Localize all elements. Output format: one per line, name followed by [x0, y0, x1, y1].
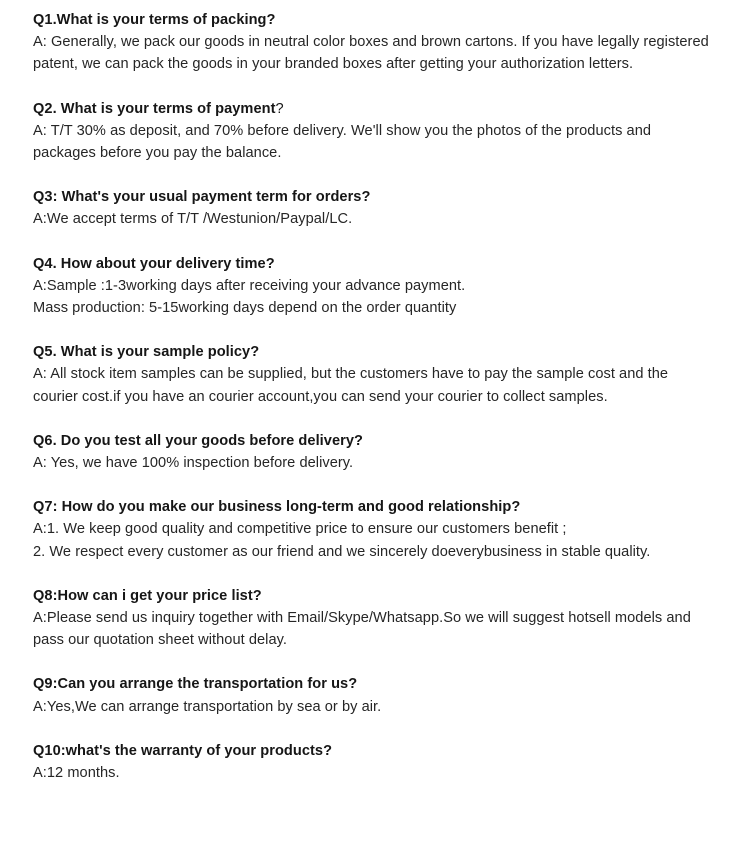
faq-question: Q3: What's your usual payment term for orders?: [33, 189, 371, 206]
faq-answer: A: Generally, we pack our goods in neutral color boxes and brown cartons. If you have legally registered patent, we can pack the goods in your branded boxes after getting your authorization letters.: [33, 34, 709, 73]
faq-answer: A:1. We keep good quality and competitive price to ensure our customers benefit ; 2. We respect every customer as our friend and we sincerely doeverybusiness in stable quality.: [33, 521, 651, 560]
faq-answer: A:Sample :1-3working days after receiving your advance payment. Mass production: 5-15working days depend on the order quantity: [33, 277, 466, 317]
faq-answer: A:Please send us inquiry together with Email/Skype/Whatsapp.So we will suggest hotsell models and pass our quotation sheet without delay.: [33, 610, 691, 649]
faq-question-mark: ?: [275, 100, 284, 117]
faq-item-q9: [33, 673, 733, 717]
faq-answer: A: T/T 30% as deposit, and 70% before delivery. We'll show you the photos of the products and packages before you pay the balance.: [33, 122, 652, 162]
faq-question: Q8:How can i get your price list?: [33, 587, 262, 604]
faq-item-q5: [33, 341, 733, 408]
faq-question: Q2. What is your terms of payment: [33, 100, 276, 117]
faq-list: [33, 9, 733, 806]
faq-item-q8: [33, 585, 733, 652]
faq-question-line: [33, 98, 733, 120]
faq-answer: A: All stock item samples can be supplied, but the customers have to pay the sample cost and the courier cost.if you have an courier account,you can send your courier to collect samples.: [33, 366, 669, 405]
faq-question: Q4. How about your delivery time?: [33, 255, 275, 272]
faq-question: Q7: How do you make our business long-term and good relationship?: [33, 499, 521, 516]
faq-item-q3: [33, 186, 733, 230]
faq-question: Q10:what's the warranty of your products?: [33, 742, 333, 759]
faq-item-q7: [33, 496, 733, 563]
faq-question: Q6. Do you test all your goods before delivery?: [33, 432, 363, 449]
faq-item-q2: [33, 98, 733, 165]
faq-item-q4: [33, 253, 733, 320]
faq-item-q1: [33, 9, 733, 76]
faq-question: Q5. What is your sample policy?: [33, 344, 260, 361]
faq-item-q6: [33, 430, 733, 474]
faq-answer: A:Yes,We can arrange transportation by sea or by air.: [33, 698, 382, 715]
faq-answer: A: Yes, we have 100% inspection before delivery.: [33, 455, 354, 472]
faq-answer: A:We accept terms of T/T /Westunion/Paypal/LC.: [33, 211, 353, 228]
faq-item-q10: [33, 740, 733, 784]
faq-answer: A:12 months.: [33, 765, 120, 782]
faq-question: Q1.What is your terms of packing?: [33, 12, 276, 28]
faq-question: Q9:Can you arrange the transportation for us?: [33, 676, 358, 693]
